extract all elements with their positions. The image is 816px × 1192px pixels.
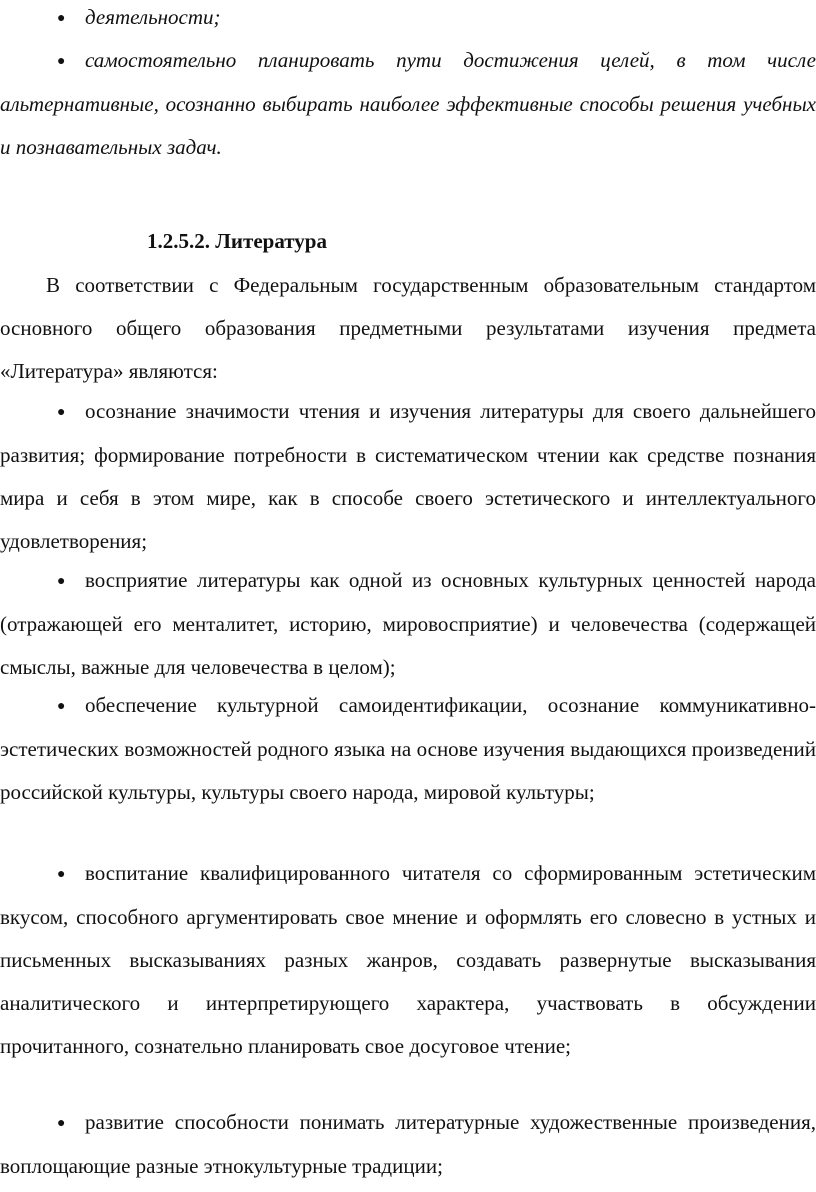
list-item xyxy=(0,1101,816,1188)
bullet-icon: ● xyxy=(57,11,66,26)
list-item-text: самостоятельно планировать пути достижения целей, в том числе альтернативные, осознанно выбирать наиболее эффективные способы решения учебных и познавательных задач. xyxy=(0,48,816,159)
intro-paragraph: В соответствии с Федеральным государственным образовательным стандартом основного общего образования предметными результатами изучения предмета «Литература» являются: xyxy=(0,273,816,383)
list-item xyxy=(0,390,816,563)
list-item-text: развитие способности понимать литературные художественные произведения, воплощающие разные этнокультурные традиции; xyxy=(0,1110,816,1178)
list-item xyxy=(0,39,816,169)
bullet-icon: ● xyxy=(57,405,66,420)
list-item xyxy=(0,0,816,40)
list-item-text: обеспечение культурной самоидентификации, осознание коммуникативно-эстетических возможностей родного языка на основе изучения выдающихся произведений российской культуры, культуры своего народа, мировой культуры; xyxy=(0,693,816,804)
list-item xyxy=(0,559,816,689)
list-item-text: осознание значимости чтения и изучения литературы для своего дальнейшего развития; формирование потребности в систематическом чтении как средстве познания мира и себя в этом мире, как в способе своего эстетического и интеллектуального удовлетворения; xyxy=(0,399,816,553)
section-heading: 1.2.5.2. Литература xyxy=(147,229,327,253)
list-item-text: деятельности; xyxy=(85,5,221,29)
list-item-text: восприятие литературы как одной из основных культурных ценностей народа (отражающей его менталитет, историю, мировосприятие) и человечества (содержащей смыслы, важные для человечества в целом); xyxy=(0,568,816,679)
list-item xyxy=(0,684,816,814)
list-item xyxy=(0,852,816,1068)
bullet-icon: ● xyxy=(57,54,66,69)
list-item-text: воспитание квалифицированного читателя со сформированным эстетическим вкусом, способного аргументировать свое мнение и оформлять его словесно в устных и письменных высказываниях разных жанров, создавать развернутые высказывания аналитического и интерпретирующего характера, участвовать в обсуждении прочитанного, сознательно планировать свое досуговое чтение; xyxy=(0,861,816,1058)
bullet-icon: ● xyxy=(57,699,66,714)
bullet-icon: ● xyxy=(57,574,66,589)
bullet-icon: ● xyxy=(57,867,66,882)
bullet-icon: ● xyxy=(57,1116,66,1131)
